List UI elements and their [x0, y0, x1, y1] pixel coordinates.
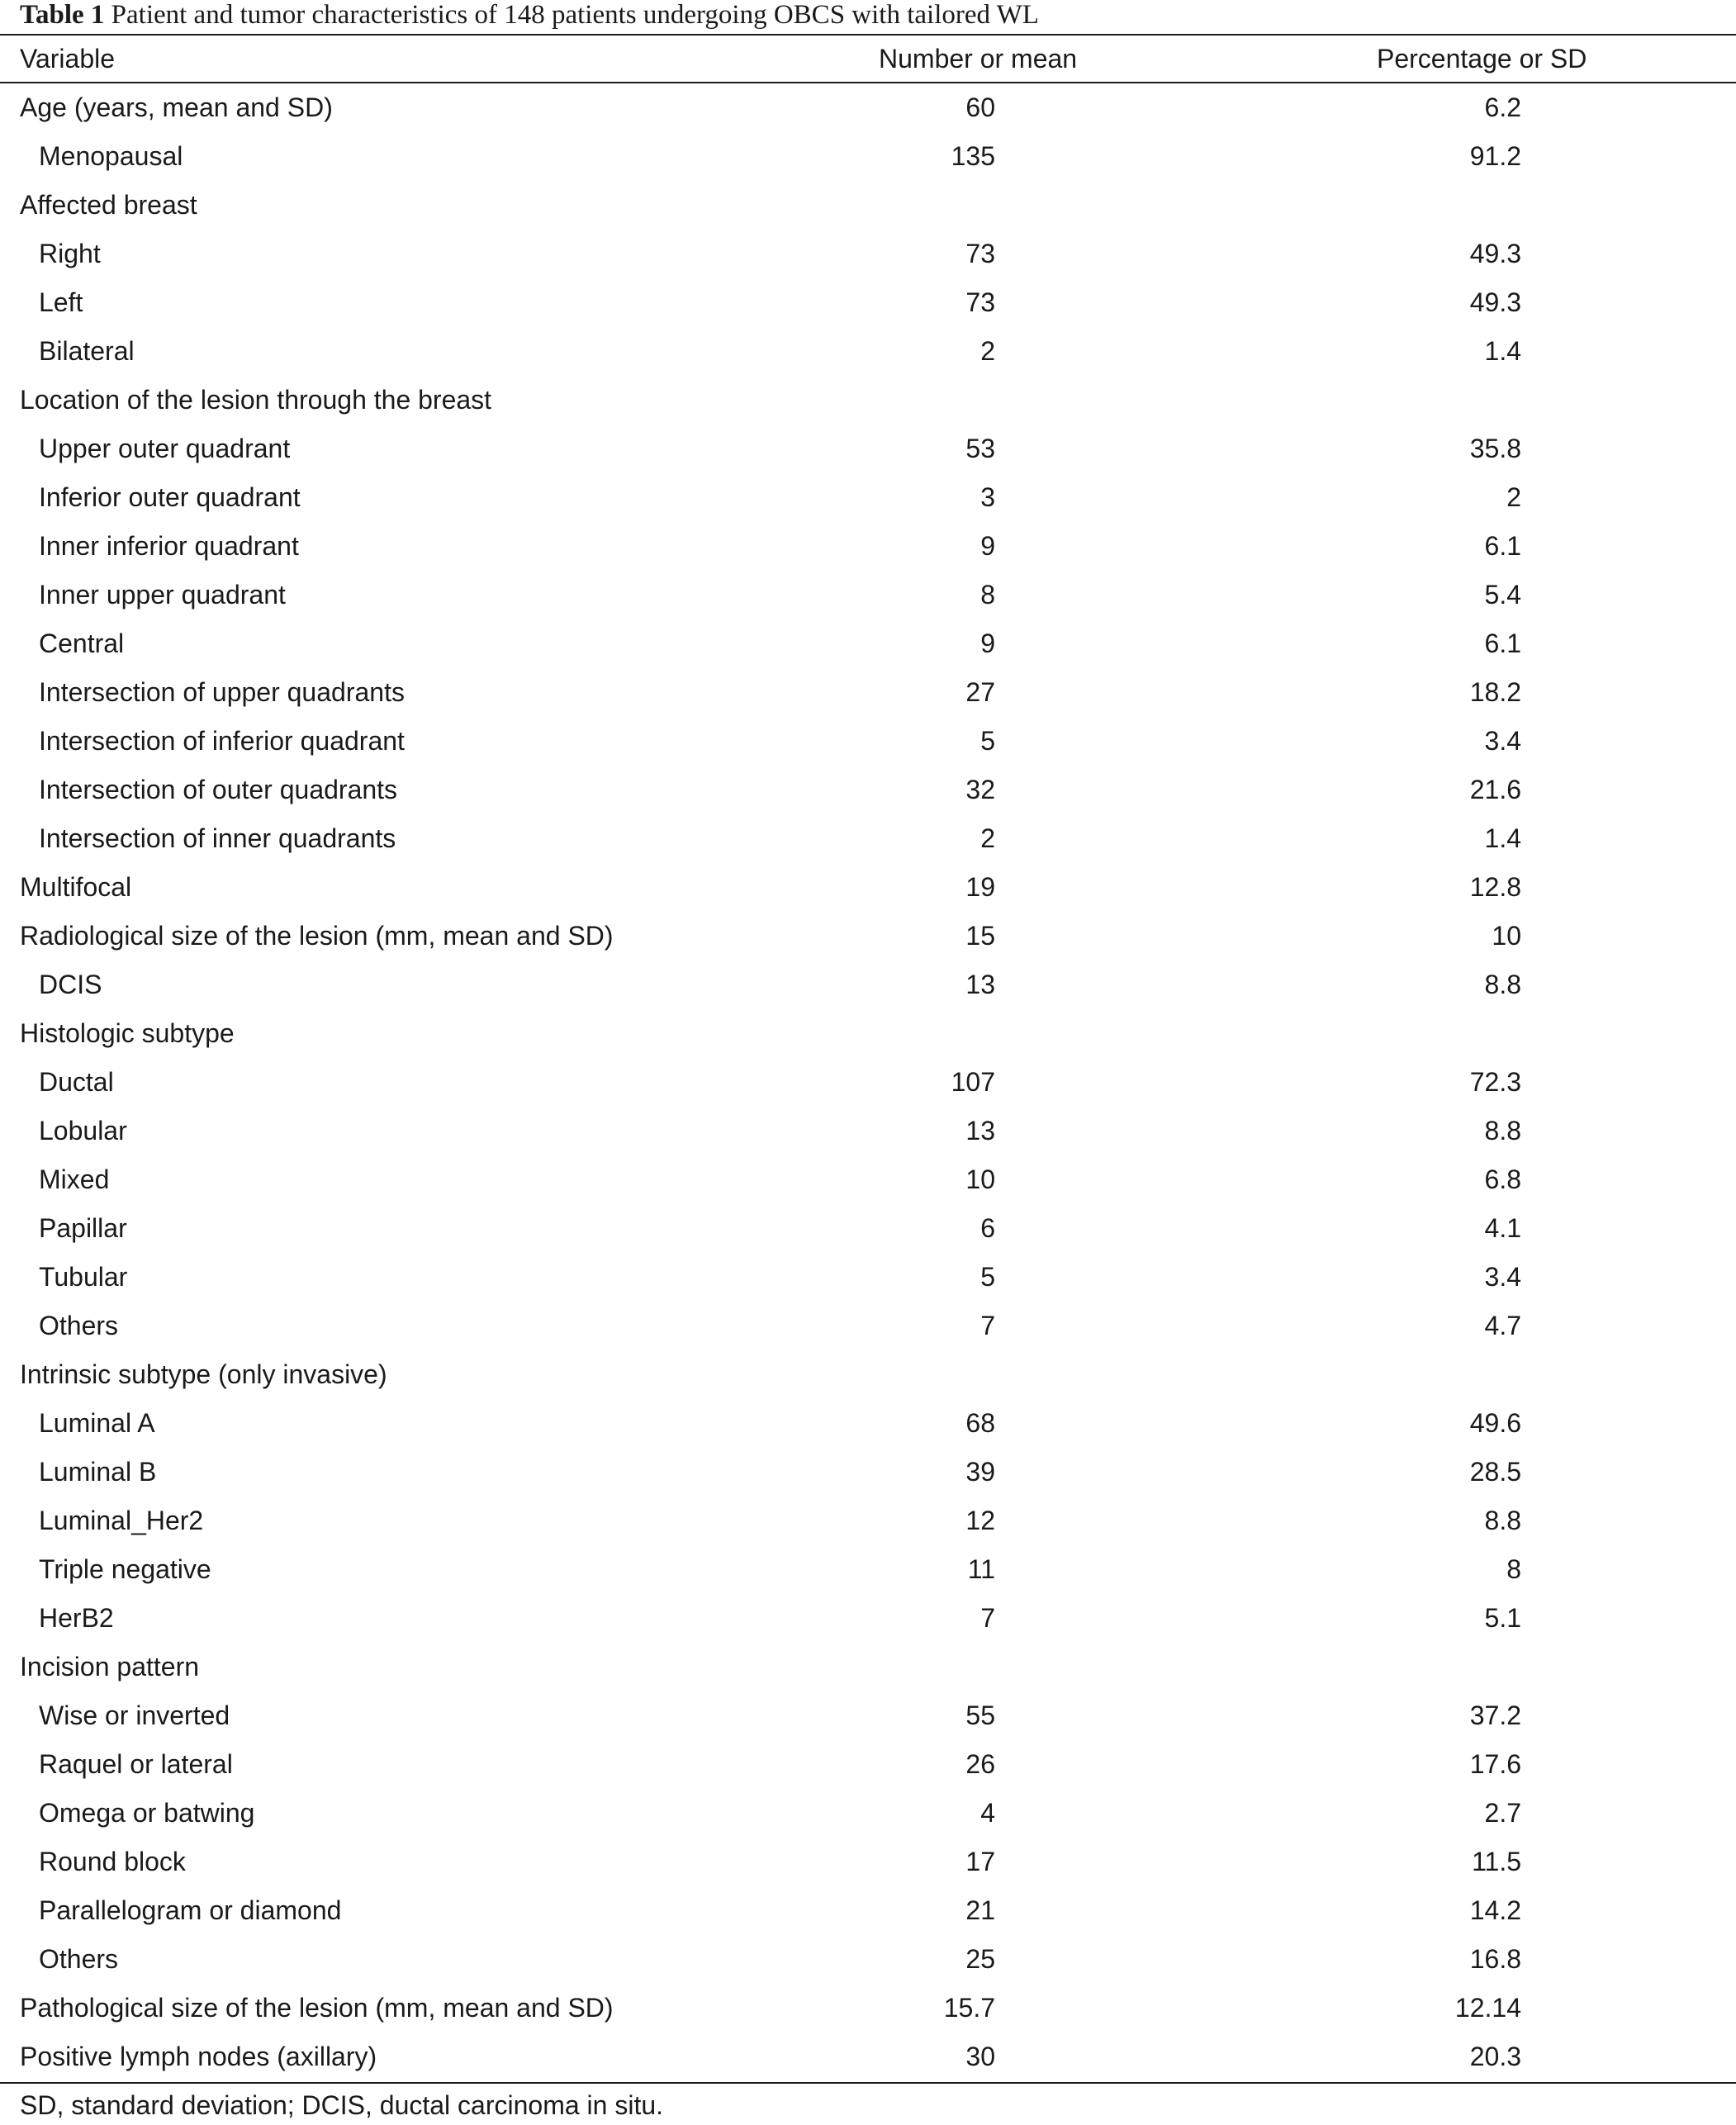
row-percentage: 10 — [1492, 921, 1521, 951]
row-variable: Tubular — [39, 1262, 128, 1292]
row-percentage: 11.5 — [1472, 1847, 1521, 1876]
row-percentage: 49.3 — [1469, 287, 1521, 317]
row-variable: Wise or inverted — [39, 1700, 230, 1730]
row-variable: Incision pattern — [20, 1652, 200, 1682]
row-variable: Inner upper quadrant — [39, 580, 286, 610]
row-variable: Right — [39, 239, 101, 268]
row-percentage: 4.7 — [1484, 1311, 1521, 1340]
row-variable: Omega or batwing — [39, 1798, 255, 1828]
table-row — [0, 83, 1736, 132]
row-variable: Positive lymph nodes (axillary) — [20, 2042, 377, 2071]
row-variable: Multifocal — [20, 872, 132, 902]
table-row — [0, 425, 1736, 473]
row-variable: Others — [39, 1944, 119, 1974]
table-row — [0, 1789, 1736, 1838]
row-variable: Inferior outer quadrant — [39, 482, 301, 512]
row-number: 107 — [951, 1067, 995, 1097]
table-row — [0, 1350, 1736, 1399]
row-number: 27 — [965, 677, 995, 707]
row-percentage: 8.8 — [1484, 1116, 1521, 1146]
table-row — [0, 181, 1736, 230]
table-row — [0, 376, 1736, 425]
table-row — [0, 1691, 1736, 1740]
row-number: 17 — [965, 1847, 995, 1876]
row-variable: Intersection of inner quadrants — [39, 823, 396, 853]
table-row — [0, 1302, 1736, 1350]
row-number: 9 — [980, 531, 995, 561]
row-percentage: 2 — [1506, 482, 1521, 512]
row-number: 26 — [965, 1749, 995, 1779]
row-percentage: 12.8 — [1469, 872, 1521, 902]
row-number: 135 — [951, 141, 995, 171]
row-percentage: 91.2 — [1469, 141, 1521, 171]
table-row — [0, 766, 1736, 814]
table-row — [0, 1204, 1736, 1253]
table-row — [0, 1058, 1736, 1107]
row-variable: Inner inferior quadrant — [39, 531, 299, 561]
table-footnote: SD, standard deviation; DCIS, ductal carcinoma in situ. — [20, 2090, 664, 2120]
row-variable: Round block — [39, 1847, 186, 1876]
row-variable: Left — [39, 287, 83, 317]
table-row — [0, 1497, 1736, 1545]
row-variable: Menopausal — [39, 141, 183, 171]
row-variable: Luminal A — [39, 1408, 155, 1438]
row-variable: Papillar — [39, 1213, 127, 1243]
row-number: 2 — [980, 823, 995, 853]
row-variable: Luminal_Her2 — [39, 1506, 204, 1535]
row-number: 15.7 — [943, 1993, 995, 2023]
table-row — [0, 912, 1736, 961]
table-row — [0, 473, 1736, 522]
row-variable: Triple negative — [39, 1554, 211, 1584]
row-percentage: 3.4 — [1484, 726, 1521, 756]
row-percentage: 28.5 — [1469, 1457, 1521, 1487]
row-percentage: 1.4 — [1484, 823, 1521, 853]
table-row — [0, 863, 1736, 912]
table-caption-label: Table 1 — [20, 0, 105, 30]
row-variable: Radiological size of the lesion (mm, mean and SD) — [20, 921, 614, 951]
header-number: Number or mean — [879, 44, 1078, 74]
row-variable: Others — [39, 1311, 119, 1340]
row-number: 13 — [965, 1116, 995, 1146]
row-percentage: 6.8 — [1484, 1164, 1521, 1194]
row-number: 60 — [965, 92, 995, 122]
row-number: 32 — [965, 775, 995, 804]
row-number: 39 — [965, 1457, 995, 1487]
row-number: 21 — [965, 1895, 995, 1925]
row-variable: Intrinsic subtype (only invasive) — [20, 1359, 387, 1389]
table-row — [0, 278, 1736, 327]
row-variable: Age (years, mean and SD) — [20, 92, 333, 122]
table-row — [0, 1253, 1736, 1302]
row-percentage: 72.3 — [1469, 1067, 1521, 1097]
row-percentage: 6.1 — [1484, 531, 1521, 561]
row-number: 68 — [965, 1408, 995, 1438]
table-row — [0, 1886, 1736, 1935]
table-body — [0, 83, 1736, 2081]
row-variable: Upper outer quadrant — [39, 434, 291, 463]
row-number: 55 — [965, 1700, 995, 1730]
row-percentage: 8 — [1506, 1554, 1521, 1584]
table-row — [0, 1107, 1736, 1155]
row-percentage: 18.2 — [1469, 677, 1521, 707]
row-number: 9 — [980, 628, 995, 658]
table-row — [0, 1545, 1736, 1594]
row-variable: Mixed — [39, 1164, 110, 1194]
row-variable: Histologic subtype — [20, 1018, 235, 1048]
row-number: 30 — [965, 2042, 995, 2071]
row-percentage: 14.2 — [1469, 1895, 1521, 1925]
row-number: 15 — [965, 921, 995, 951]
row-variable: Ductal — [39, 1067, 114, 1097]
row-number: 12 — [965, 1506, 995, 1535]
row-percentage: 5.4 — [1484, 580, 1521, 610]
table-row — [0, 230, 1736, 278]
table-row — [0, 571, 1736, 619]
bottom-rule — [0, 2082, 1736, 2084]
row-percentage: 8.8 — [1484, 970, 1521, 999]
table-row — [0, 1448, 1736, 1497]
table-caption-text: Patient and tumor characteristics of 148 patients undergoing OBCS with tailored WL — [111, 0, 1039, 30]
table-row — [0, 1399, 1736, 1448]
row-percentage: 17.6 — [1469, 1749, 1521, 1779]
row-percentage: 49.6 — [1469, 1408, 1521, 1438]
row-variable: Pathological size of the lesion (mm, mean and SD) — [20, 1993, 614, 2023]
row-variable: Affected breast — [20, 190, 197, 220]
row-variable: DCIS — [39, 970, 102, 999]
table-row — [0, 1935, 1736, 1984]
header-variable: Variable — [20, 44, 116, 74]
row-percentage: 4.1 — [1484, 1213, 1521, 1243]
table-row — [0, 1740, 1736, 1789]
row-percentage: 5.1 — [1484, 1603, 1521, 1633]
table-row — [0, 1155, 1736, 1204]
row-percentage: 8.8 — [1484, 1506, 1521, 1535]
row-variable: Intersection of outer quadrants — [39, 775, 398, 804]
table-header-row — [0, 36, 1736, 82]
row-number: 3 — [980, 482, 995, 512]
row-percentage: 2.7 — [1484, 1798, 1521, 1828]
row-percentage: 6.2 — [1484, 92, 1521, 122]
row-number: 13 — [965, 970, 995, 999]
row-number: 25 — [965, 1944, 995, 1974]
row-percentage: 49.3 — [1469, 239, 1521, 268]
row-variable: Bilateral — [39, 336, 135, 366]
table-row — [0, 522, 1736, 571]
row-number: 5 — [980, 726, 995, 756]
table-row — [0, 1009, 1736, 1058]
table-row — [0, 668, 1736, 717]
row-variable: Intersection of upper quadrants — [39, 677, 405, 707]
row-percentage: 37.2 — [1469, 1700, 1521, 1730]
row-number: 73 — [965, 239, 995, 268]
table-row — [0, 717, 1736, 766]
table-row — [0, 327, 1736, 376]
table-row — [0, 619, 1736, 668]
row-number: 10 — [965, 1164, 995, 1194]
row-number: 5 — [980, 1262, 995, 1292]
row-percentage: 3.4 — [1484, 1262, 1521, 1292]
row-percentage: 1.4 — [1484, 336, 1521, 366]
row-percentage: 6.1 — [1484, 628, 1521, 658]
table-row — [0, 1838, 1736, 1886]
row-number: 4 — [980, 1798, 995, 1828]
row-number: 19 — [965, 872, 995, 902]
row-number: 7 — [980, 1311, 995, 1340]
row-variable: HerB2 — [39, 1603, 114, 1633]
row-variable: Central — [39, 628, 125, 658]
row-number: 7 — [980, 1603, 995, 1633]
row-percentage: 16.8 — [1469, 1944, 1521, 1974]
table-row — [0, 961, 1736, 1009]
row-number: 11 — [967, 1554, 995, 1584]
row-number: 8 — [980, 580, 995, 610]
row-variable: Lobular — [39, 1116, 127, 1146]
row-variable: Raquel or lateral — [39, 1749, 233, 1779]
row-variable: Intersection of inferior quadrant — [39, 726, 405, 756]
row-variable: Luminal B — [39, 1457, 157, 1487]
row-number: 2 — [980, 336, 995, 366]
row-percentage: 12.14 — [1454, 1993, 1521, 2023]
row-number: 53 — [965, 434, 995, 463]
row-percentage: 35.8 — [1469, 434, 1521, 463]
row-percentage: 21.6 — [1469, 775, 1521, 804]
table-row — [0, 1984, 1736, 2033]
table-row — [0, 814, 1736, 863]
row-number: 73 — [965, 287, 995, 317]
row-number: 6 — [980, 1213, 995, 1243]
header-percentage: Percentage or SD — [1377, 44, 1587, 74]
table-row — [0, 1594, 1736, 1643]
table-row — [0, 132, 1736, 181]
table-row — [0, 1643, 1736, 1691]
row-percentage: 20.3 — [1469, 2042, 1521, 2071]
row-variable: Location of the lesion through the breast — [20, 385, 492, 415]
table-row — [0, 2033, 1736, 2081]
table-caption — [20, 0, 1039, 33]
row-variable: Parallelogram or diamond — [39, 1895, 342, 1925]
